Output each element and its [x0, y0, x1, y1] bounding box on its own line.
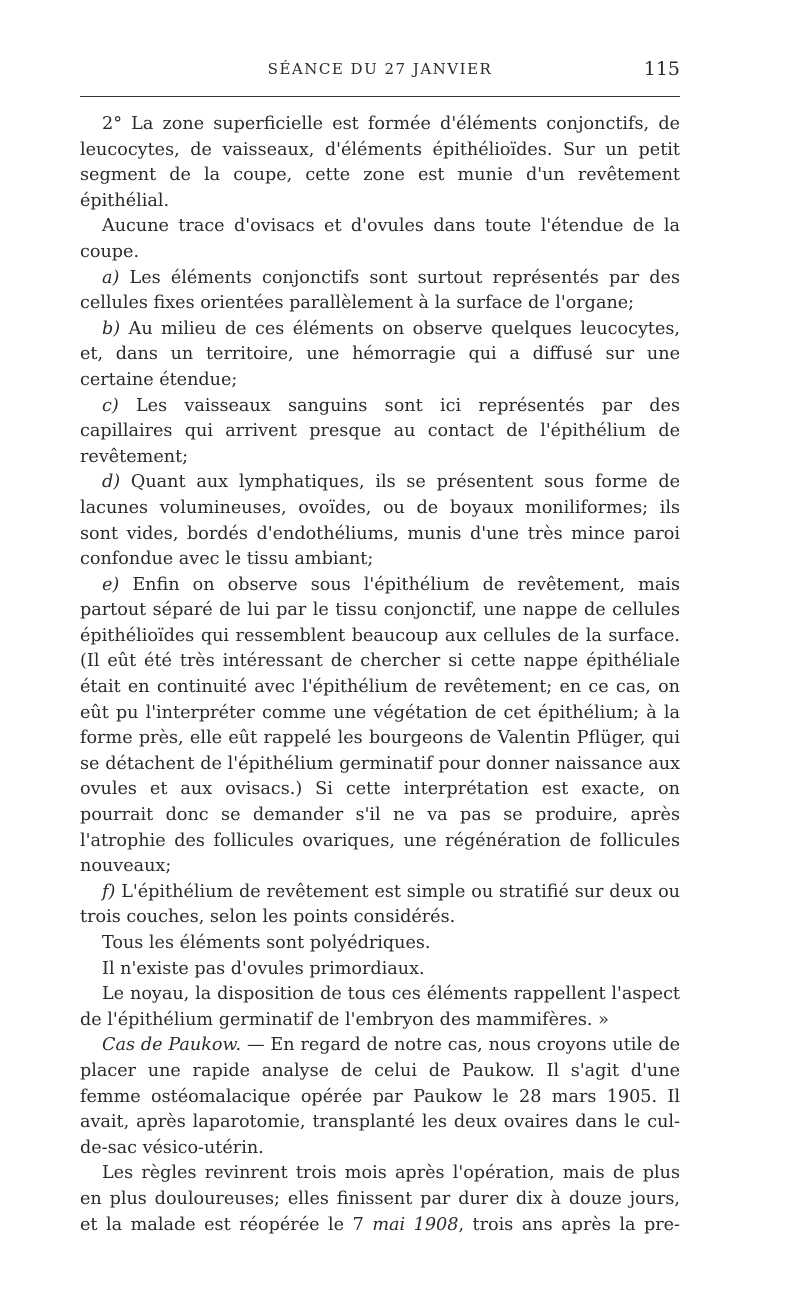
paragraph: f) L'épithélium de revêtement est simple ou stratifié sur deux ou trois couches, selon les points considérés. — [80, 881, 680, 928]
running-title: SÉANCE DU 27 JANVIER — [267, 60, 493, 78]
header-rule — [80, 96, 680, 97]
paragraph: Tous les éléments sont polyédriques. — [102, 933, 431, 953]
page-header — [80, 58, 680, 88]
paragraph: Aucune trace d'ovisacs et d'ovules dans toute l'étendue de la coupe. — [80, 216, 680, 262]
paragraph: Il n'existe pas d'ovules primordiaux. — [102, 958, 425, 979]
paragraph: d) Quant aux lymphatiques, ils se présentent sous forme de lacunes volumineuses, ovoïdes, ou de boyaux moniliformes; ils sont vides, bordés d'endothéliums, munis d'une très mince paroi confondue avec le tissu ambiant; — [80, 472, 680, 570]
paragraph: a) Les éléments conjonctifs sont surtout représentés par des cellules fixes orientées parallèlement à la surface de l'organe; — [80, 267, 680, 314]
paragraph: c) Les vaisseaux sanguins sont ici représentés par des capillaires qui arrivent presque au contact de l'épithélium de revêtement; — [80, 395, 680, 467]
paragraph: b) Au milieu de ces éléments on observe quelques leucocytes, et, dans un territoire, une hémorragie qui a diffusé sur une certaine étendue; — [80, 318, 680, 390]
body-text — [80, 112, 680, 1238]
paragraph: e) Enfin on observe sous l'épithélium de revêtement, mais partout séparé de lui par le tissu conjonctif, une nappe de cellules épithélioïdes qui ressemblent beaucoup aux cellules de la surface. (Il eût été très intéressant de chercher si cette nappe épithéliale était en continuité avec l'épithélium de revêtement; en ce cas, on eût pu l'interpréter comme une végétation de cet épithélium; à la forme près, elle eût rappelé les bourgeons de Valentin Pflüger, qui se détachent de l'épithélium germinatif pour donner naissance aux ovules et aux ovisacs.) Si cette interprétation est exacte, on pourrait donc se demander s'il ne va pas se produire, après l'atrophie des follicules ovariques, une régénération de follicules nouveaux; — [80, 574, 680, 877]
page-number: 115 — [643, 58, 680, 80]
paragraph: Les règles revinrent trois mois après l'opération, mais de plus en plus douloureuses; elles finissent par durer dix à douze jours, et la malade est réopérée le 7 mai 1908, trois ans après la pre- — [80, 1163, 680, 1235]
paragraph: 2° La zone superficielle est formée d'éléments conjonctifs, de leucocytes, de vaisseaux, d'éléments épithélioïdes. Sur un petit segment de la coupe, cette zone est munie d'un revêtement épithélial. — [80, 114, 680, 211]
paragraph: Le noyau, la disposition de tous ces éléments rappellent l'aspect de l'épithélium germinatif de l'embryon des mammifères. » — [80, 984, 680, 1030]
paragraph: Cas de Paukow. — En regard de notre cas, nous croyons utile de placer une rapide analyse de celui de Paukow. Il s'agit d'une femme ostéomalacique opérée par Paukow le 28 mars 1905. Il avait, après laparotomie, transplanté les deux ovaires dans le cul-de-sac vésico-utérin. — [80, 1035, 680, 1158]
